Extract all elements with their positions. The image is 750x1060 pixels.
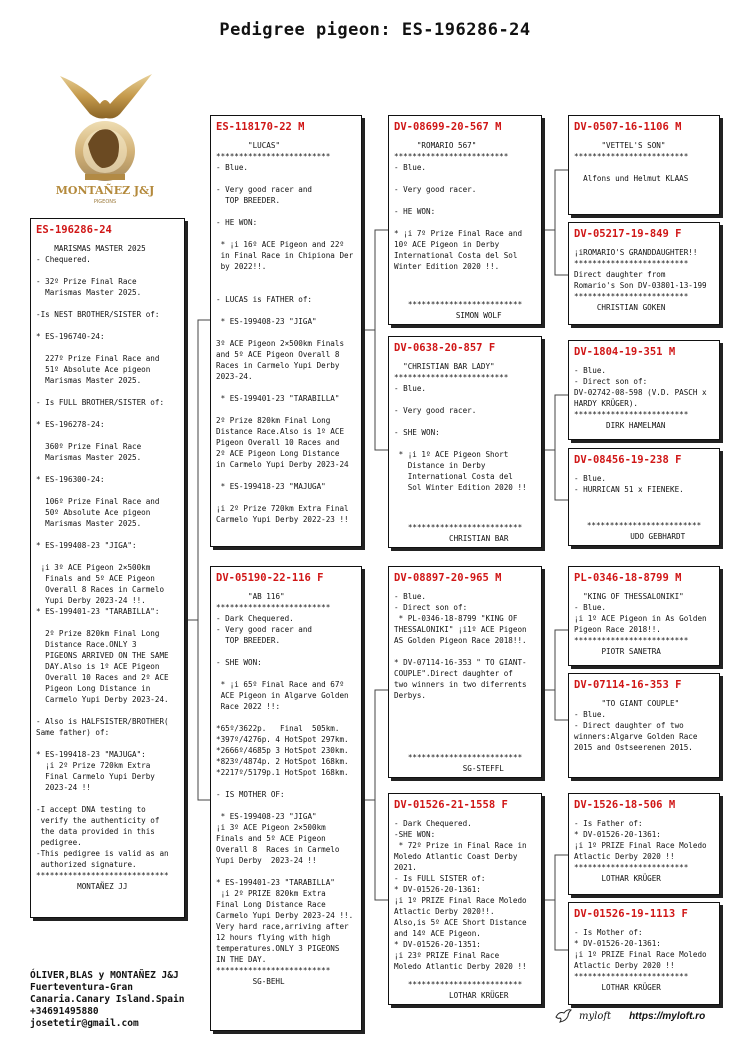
card-body: - Blue. - Direct son of: * PL-0346-18-8799 "KING OF THESSALONIKI" ¡i1º ACE Pigeon AS Golden Pigeon Race 2018!!. * DV-07114-16-353 " TO GIANT- COUPLE".Direct daughter of two winners in two diferrents Derbys. [394, 592, 527, 700]
breeder-signature: ************************* CHRISTIAN BAR [407, 523, 523, 543]
ring-number: PL-0346-18-8799 M [574, 572, 682, 584]
card-dam-sire [388, 566, 542, 778]
ring-number: DV-08897-20-965 M [394, 572, 502, 584]
card-body: "LUCAS" ************************* - Blue. - Very good racer and TOP BREEDER. - HE WON: * ¡i 16º ACE Pigeon and 22º in Final Race in Chipiona Der by 2022!!. - LUCAS is FATHER of: * ES-199408-23 "JIGA" 3º ACE Pigeon 2×500km Finals and 5º ACE Pigeon Overall 8 Races in Carmelo Yupi Derby 2023-24. * ES-199401-23 "TARABILLA" 2º Prize 820km Final Long Distance Race.Also is 1º ACE Pigeon Overall 10 Races and 2º ACE Pigeon Long Distance in Carmelo Yupi Derby 2023-24 * ES-199418-23 "MAJUGA" ¡i 2º Prize 720km Extra Final Carmelo Yupi Derby 2022-23 !! [216, 141, 354, 524]
card-body: - Dark Chequered. -SHE WON: * 72º Prize in Final Race in Moledo Atlantic Coast Derby 2021. - Is FULL SISTER of: * DV-01526-20-1361: ¡i 1º PRIZE Final Race Moledo Atlactic Derby 2020!!. Also,is 5º ACE Short Distance and 14º ACE Pigeon. * DV-01526-20-1351: ¡i 23º PRIZE Final Race Moledo Atlantic Derby 2020 !! [394, 819, 527, 971]
ring-number: DV-01526-21-1558 F [394, 799, 508, 811]
card-body: "TO GIANT COUPLE" - Blue. - Direct daughter of two winners:Algarve Golden Race 2015 and Ostseerenen 2015. [574, 699, 698, 752]
card-ssd [568, 222, 720, 325]
page-title: Pedigree pigeon: ES-196286-24 [219, 20, 531, 40]
breeder-signature: ************************* UDO GEBHARDT [586, 521, 702, 541]
card-dam-dam [388, 793, 542, 1005]
ring-number: DV-0507-16-1106 M [574, 121, 682, 133]
card-dds [568, 793, 720, 895]
card-body: "ROMARIO 567" ************************* - Blue. - Very good racer. - HE WON: * ¡i 7º Prize Final Race and 10º ACE Pigeon in Derby International Costa del Sol Winter Edition 2020 !!. [394, 141, 523, 271]
breeder-signature: ************************* LOTHAR KRÜGER [407, 980, 523, 1000]
card-body: "CHRISTIAN BAR LADY" ************************* - Blue. - Very good racer. - SHE WON: * ¡i 1º ACE Pigeon Short Distance in Derby International Costa del Sol Winter Edition 2020 !! [394, 362, 527, 492]
card-sdd [568, 448, 720, 546]
card-main-pigeon [30, 218, 185, 918]
owner-contact: ÓLIVER,BLAS y MONTAÑEZ J&J Fuerteventura-Gran Canaria.Canary Island.Spain +34691495880 josetetir@gmail.com [30, 970, 185, 1029]
ring-number: DV-05190-22-116 F [216, 572, 324, 584]
ring-number: DV-0638-20-857 F [394, 342, 496, 354]
ring-number: DV-01526-19-1113 F [574, 908, 688, 920]
logo-text: MONTAÑEZ J&J [55, 184, 155, 197]
card-dsd [568, 673, 720, 778]
card-sire-dam [388, 336, 542, 548]
ring-number: DV-1804-19-351 M [574, 346, 676, 358]
ring-number: DV-08699-20-567 M [394, 121, 502, 133]
card-body: - Blue. - Direct son of: DV-02742-08-598 (V.D. PASCH x HARDY KRÜGER). ************************* DIRK HAMELMAN [574, 366, 707, 430]
ring-number: DV-07114-16-353 F [574, 679, 682, 691]
website-link[interactable]: https://myloft.ro [629, 1010, 706, 1022]
ring-number: DV-1526-18-506 M [574, 799, 676, 811]
card-sss [568, 115, 720, 215]
card-body: - Is Father of: * DV-01526-20-1361: ¡i 1º PRIZE Final Race Moledo Atlactic Derby 2020 !! ************************* LOTHAR KRÜGER [574, 819, 707, 883]
card-body: - Is Mother of: * DV-01526-20-1361: ¡i 1º PRIZE Final Race Moledo Atlactic Derby 2020 !! ************************* LOTHAR KRÜGER [574, 928, 707, 992]
pigeon-outline-icon [555, 1008, 573, 1024]
card-body: "VETTEL'S SON" ************************* Alfons und Helmut KLAAS [574, 141, 689, 183]
ring-number: ES-118170-22 M [216, 121, 305, 133]
card-body: "AB 116" ************************* - Dark Chequered. - Very good racer and TOP BREEDER. - SHE WON: * ¡i 65º Final Race and 67º ACE Pigeon in Algarve Golden Race 2022 !!: *65º/3622p. Final 505km. *397º/4276p. 4 HotSpot 297km. *2666º/4685p 3 HotSpot 230km. *823º/4874p. 2 HotSpot 168km. *2217º/5179p.1 HotSpot 168km. - IS MOTHER OF: * ES-199408-23 "JIGA" ¡i 3º ACE Pigeon 2×500km Finals and 5º ACE Pigeon Overall 8 Races in Carmelo Yupi Derby 2023-24 !! * ES-199401-23 "TARABILLA" ¡i 2º PRIZE 820km Extra Final Long Distance Race Carmelo Yupi Derby 2023-24 !!. Very hard race,arriving after 12 hours flying with high temperatures.ONLY 3 PIGEONS IN THE DAY. ************************* SG-BEHL [216, 592, 354, 986]
card-ddd [568, 902, 720, 1005]
ring-number: DV-08456-19-238 F [574, 454, 682, 466]
card-body: "KING OF THESSALONIKI" - Blue. ¡i 1º ACE Pigeon in As Golden Pigeon Race 2018!!. ************************* PIOTR SANETRA [574, 592, 707, 656]
ring-number: ES-196286-24 [36, 224, 112, 236]
card-sire [210, 115, 362, 547]
card-body: MARISMAS MASTER 2025 - Chequered. - 32º Prize Final Race Marismas Master 2025. -Is NEST BROTHER/SISTER of: * ES-196740-24: 227º Prize Final Race and 51º Absolute Ace pigeon Marismas Master 2025. - Is FULL BROTHER/SISTER of: * ES-196278-24: 360º Prize Final Race Marismas Master 2025. * ES-196300-24: 106º Prize Final Race and 50º Absolute Ace pigeon Marismas Master 2025. * ES-199408-23 "JIGA": ¡i 3º ACE Pigeon 2×500km Finals and 5º ACE Pigeon Overall 8 Races in Carmelo Yupi Derby 2023-24 !!. * ES-199401-23 "TARABILLA": 2º Prize 820km Final Long Distance Race.ONLY 3 PIGEONS ARRIVED ON THE SAME DAY.Also is 1º ACE Pigeon Overall 10 Races and 2º ACE Pigeon Long Distance in Carmelo Yupi Derby 2023-24. - Also is HALFSISTER/BROTHER( Same father) of: * ES-199418-23 "MAJUGA": ¡i 2º Prize 720km Extra Final Carmelo Yupi Derby 2023-24 !! -I accept DNA testing to verify the authenticity of the data provided in this pedigree. -This pedigree is valid as an authorized signature. ***************************** MONTAÑEZ JJ [36, 244, 169, 891]
breeder-signature: ************************* SIMON WOLF [407, 300, 523, 320]
card-dss [568, 566, 720, 666]
card-sds [568, 340, 720, 440]
card-body: - Blue. - HURRICAN 51 x FIENEKE. [574, 474, 684, 494]
brand-name: myloft [579, 1010, 612, 1022]
ring-number: DV-05217-19-849 F [574, 228, 682, 240]
breeder-signature: ************************* SG-STEFFL [407, 753, 523, 773]
card-dam [210, 566, 362, 1031]
card-body: ¡iROMARIO'S GRANDDAUGHTER!! ************************* Direct daughter from Romario's Son DV-03801-13-199 ************************* CHRISTIAN GOKEN [574, 248, 707, 312]
card-sire-sire [388, 115, 542, 325]
footer-branding [555, 1008, 705, 1024]
logo-subtext: PIGEONS [93, 199, 117, 205]
